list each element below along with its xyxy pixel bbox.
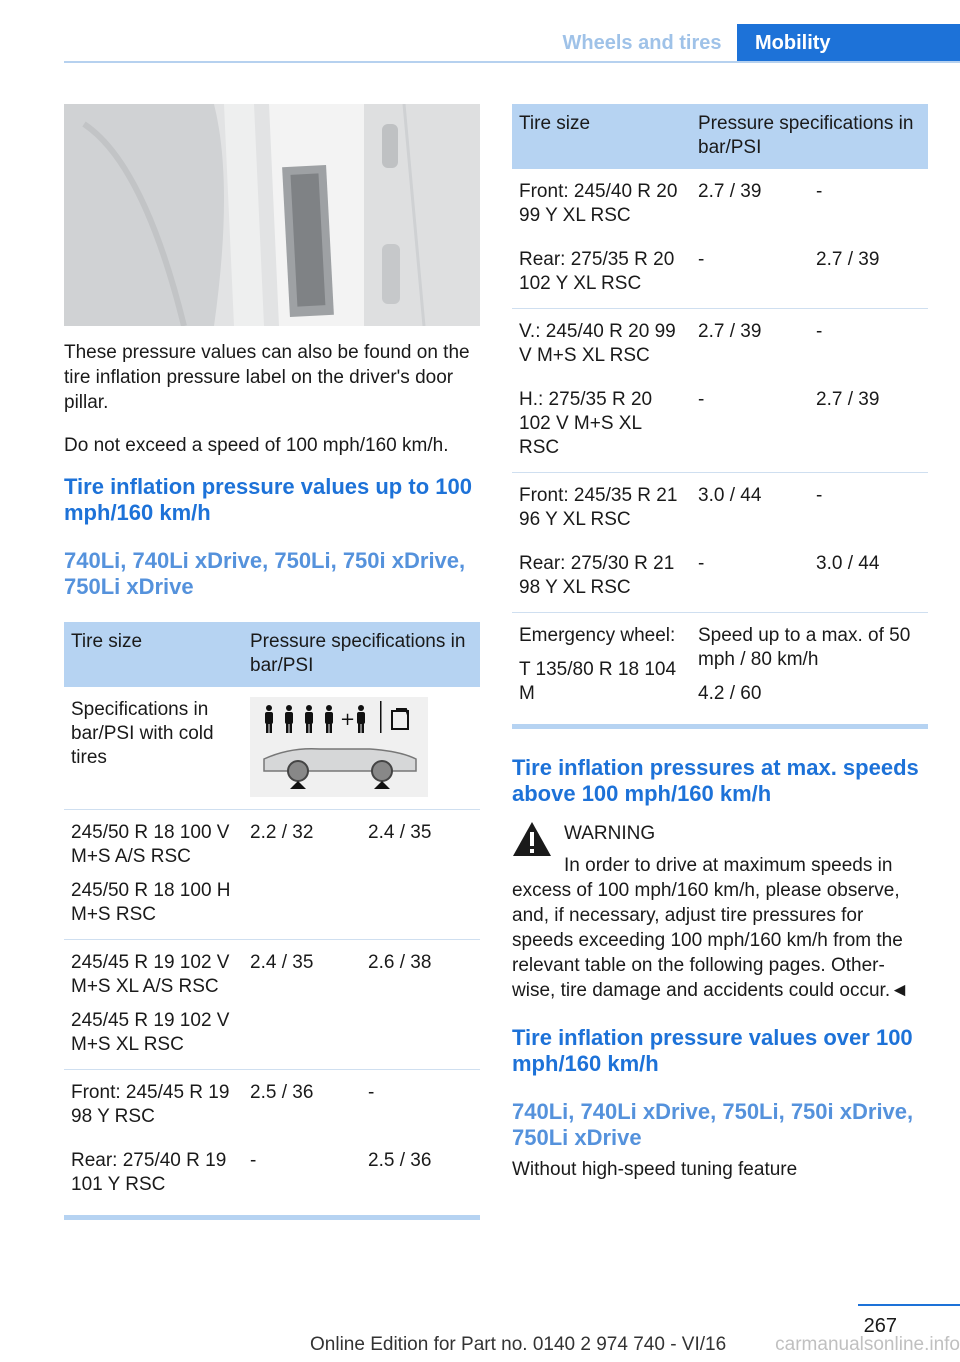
warning-triangle-icon [512, 821, 552, 857]
tire-size: 245/45 R 19 102 V M+S XL RSC [71, 1010, 230, 1055]
spec-row-label: Specifications in bar/PSI with cold tires [64, 687, 243, 810]
pressure-table [64, 622, 480, 1220]
watermark: carmanualsonline.info [775, 1334, 960, 1355]
tire-size: 245/50 R 18 100 H M+S RSC [71, 880, 231, 925]
svg-text:+: + [340, 709, 356, 730]
label-location-paragraph: These pressure values can also be found on the tire inflation pressure label on the driver's door pillar. [64, 342, 470, 413]
front-pressure: 2.4 / 35 [243, 940, 361, 1070]
front-pressure: 2.7 / 39 [698, 181, 762, 202]
rear-pressure: 2.7 / 39 [809, 237, 928, 309]
table-row [512, 377, 928, 473]
emergency-wheel-size: T 135/80 R 18 104 M [519, 659, 677, 704]
speed-limit-paragraph: Do not exceed a speed of 100 mph/160 km/h. [64, 435, 449, 456]
left-column [64, 104, 480, 1220]
section-heading: Tire inflation pressures at max. speeds above 100 mph/160 km/h [512, 755, 919, 806]
table-row [64, 1070, 480, 1139]
section-tab[interactable]: Wheels and tires [562, 31, 722, 54]
tire-size: Front: 245/35 R 21 96 Y XL RSC [519, 485, 678, 530]
table-row [512, 613, 928, 727]
rear-pressure: 2.7 / 39 [809, 377, 928, 473]
table-header-row [64, 622, 480, 687]
tire-size-header: Tire size [64, 622, 243, 687]
warning-text: excess of 100 mph/160 km/h, please observe, and, if necessary, adjust tire pressures for speeds exceeding 100 mph/160 km/h from the relevant table on the following pages. Other-wise, tire damage and accidents could occur.◄ [512, 880, 909, 1001]
page-number: 267 [863, 1315, 897, 1337]
tire-size: Front: 245/45 R 19 98 Y RSC [71, 1082, 230, 1127]
right-column [512, 104, 928, 1182]
tire-size: H.: 275/35 R 20 102 V M+S XL RSC [512, 377, 691, 473]
table-header-row [512, 104, 928, 169]
tire-size: Rear: 275/30 R 21 98 Y XL RSC [512, 541, 691, 613]
warning-block [512, 821, 928, 1003]
door-pillar-illustration [64, 104, 480, 326]
rear-pressure: 2.5 / 36 [361, 1138, 480, 1218]
tire-size-header: Tire size [512, 104, 691, 169]
model-heading: 740Li, 740Li xDrive, 750Li, 750i xDrive, 750Li xDrive [512, 1099, 914, 1150]
passengers-car-icon [250, 697, 428, 797]
load-condition-icon [250, 697, 428, 797]
table-row [64, 687, 480, 810]
tire-size: 245/50 R 18 100 V M+S A/S RSC [71, 822, 230, 867]
rear-pressure: 2.4 / 35 [361, 810, 480, 940]
pressure-table [512, 104, 928, 729]
front-pressure: 2.5 / 36 [250, 1082, 314, 1103]
table-row [64, 940, 480, 1070]
table-row [512, 169, 928, 237]
rear-pressure: - [816, 181, 823, 202]
table-row [512, 309, 928, 378]
warning-lead: In order to drive at maximum speeds in [564, 855, 893, 876]
table-row [512, 541, 928, 613]
header-rule [64, 61, 960, 63]
rear-pressure: - [816, 321, 823, 342]
rear-pressure: 2.6 / 38 [361, 940, 480, 1070]
front-pressure: 2.2 / 32 [243, 810, 361, 940]
front-pressure: 2.7 / 39 [698, 321, 762, 342]
table-row [64, 1138, 480, 1218]
front-pressure: - [691, 377, 809, 473]
front-pressure: - [243, 1138, 361, 1218]
front-pressure: - [691, 237, 809, 309]
chapter-tab[interactable]: Mobility [737, 24, 960, 62]
emergency-wheel-label: Emergency wheel: [519, 625, 676, 646]
front-pressure: - [691, 541, 809, 613]
pressure-header: Pressure specifications in bar/PSI [691, 104, 928, 169]
rear-pressure: 3.0 / 44 [809, 541, 928, 613]
tire-size: V.: 245/40 R 20 99 V M+S XL RSC [519, 321, 676, 366]
door-pillar-photo [64, 104, 480, 326]
tire-size: 245/45 R 19 102 V M+S XL A/S RSC [71, 952, 230, 997]
rear-pressure: - [816, 485, 823, 506]
front-pressure: 3.0 / 44 [698, 485, 762, 506]
section-heading: Tire inflation pressure values over 100 mph/160 km/h [512, 1025, 913, 1076]
table-row [512, 237, 928, 309]
footer-rule [858, 1304, 960, 1306]
page-header [547, 24, 960, 62]
table-row [512, 473, 928, 542]
pressure-header: Pressure specifications in bar/PSI [243, 622, 480, 687]
variant-note: Without high-speed tuning feature [512, 1159, 798, 1180]
model-heading: 740Li, 740Li xDrive, 750Li, 750i xDrive, 750Li xDrive [64, 548, 466, 599]
warning-title: WARNING [564, 823, 656, 844]
emergency-pressure: 4.2 / 60 [698, 683, 762, 704]
emergency-speed-note: Speed up to a max. of 50 mph / 80 km/h [698, 625, 911, 670]
rear-pressure: - [368, 1082, 375, 1103]
edition-text: Online Edition for Part no. 0140 2 974 740 - VI/16 [310, 1334, 727, 1355]
tire-size: Rear: 275/40 R 19 101 Y RSC [64, 1138, 243, 1218]
tire-size: Front: 245/40 R 20 99 Y XL RSC [519, 181, 678, 226]
tire-size: Rear: 275/35 R 20 102 Y XL RSC [512, 237, 691, 309]
table-row [64, 810, 480, 940]
section-heading: Tire inflation pressure values up to 100 mph/160 km/h [64, 474, 472, 525]
